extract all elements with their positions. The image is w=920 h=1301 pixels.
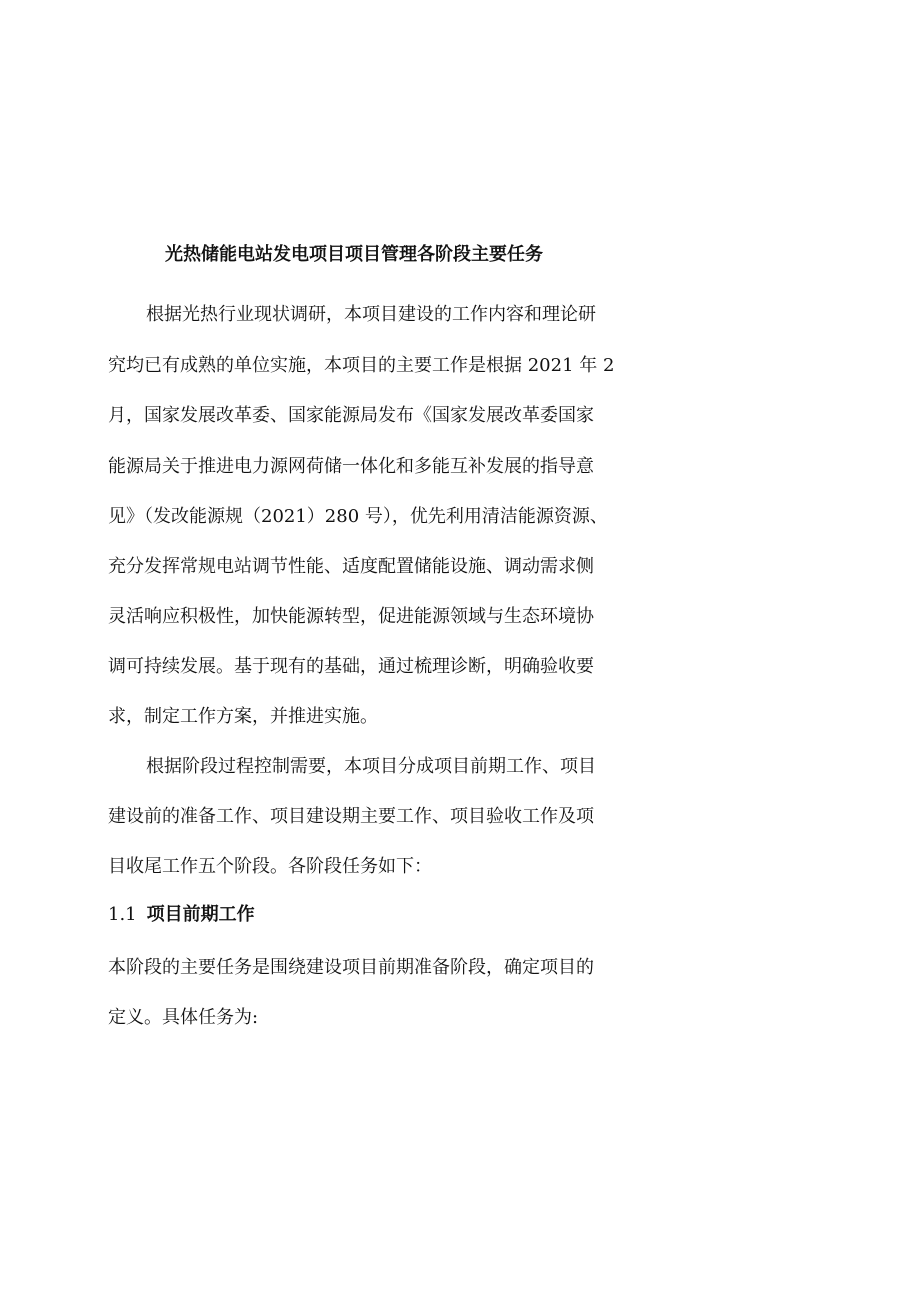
paragraph-1-line-4: 能源局关于推进电力源网荷储一体化和多能互补发展的指导意 xyxy=(108,456,594,477)
paragraph-3-line-1: 本阶段的主要任务是围绕建设项目前期准备阶段，确定项目的 xyxy=(108,957,594,978)
paragraph-2-line-2: 建设前的准备工作、项目建设期主要工作、项目验收工作及项 xyxy=(108,806,594,827)
paragraph-1-line-9: 求，制定工作方案，并推进实施。 xyxy=(108,706,378,727)
section-number: 1.1 xyxy=(108,904,137,925)
paragraph-2-line-1: 根据阶段过程控制需要，本项目分成项目前期工作、项目 xyxy=(146,756,596,777)
paragraph-1-line-7: 灵活响应积极性，加快能源转型，促进能源领域与生态环境协 xyxy=(108,606,594,627)
section-title: 项目前期工作 xyxy=(146,904,255,925)
paragraph-1-line-2: 究均已有成熟的单位实施，本项目的主要工作是根据 2021 年 2 xyxy=(108,355,615,376)
paragraph-1-line-6: 充分发挥常规电站调节性能、适度配置储能设施、调动需求侧 xyxy=(108,556,594,577)
paragraph-1-line-1: 根据光热行业现状调研，本项目建设的工作内容和理论研 xyxy=(146,304,596,325)
section-heading xyxy=(108,900,255,930)
paragraph-1-line-3: 月，国家发展改革委、国家能源局发布《国家发展改革委国家 xyxy=(108,405,594,426)
paragraph-3-line-2: 定义。具体任务为: xyxy=(108,1007,259,1028)
document-title: 光热储能电站发电项目项目管理各阶段主要任务 xyxy=(165,244,543,265)
paragraph-1-line-8: 调可持续发展。基于现有的基础，通过梳理诊断，明确验收要 xyxy=(108,656,594,677)
paragraph-2-line-3: 目收尾工作五个阶段。各阶段任务如下： xyxy=(108,856,432,877)
paragraph-1-line-5: 见》（发改能源规（2021）280 号），优先利用清洁能源资源、 xyxy=(108,506,608,527)
